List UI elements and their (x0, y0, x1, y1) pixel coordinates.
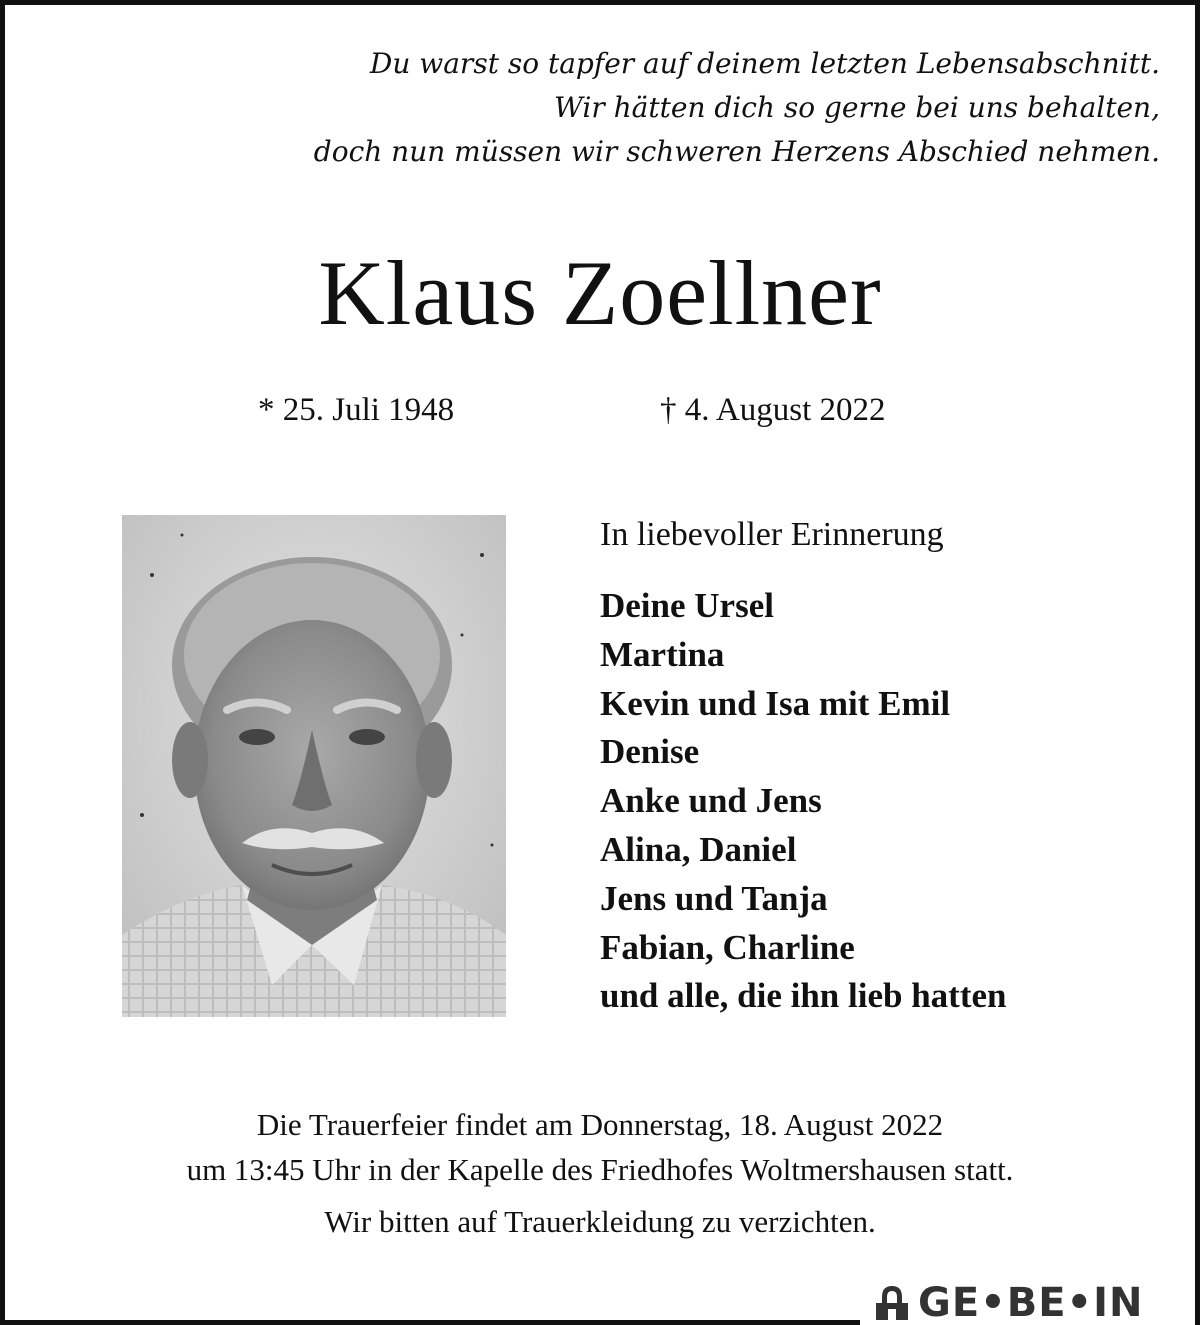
gebein-logo-icon (872, 1283, 912, 1323)
memory-heading: In liebevoller Erinnerung (600, 516, 944, 553)
mourner-name: Anke und Jens (600, 781, 822, 821)
funeral-line: um 13:45 Uhr in der Kapelle des Friedhofes Woltmershausen statt. (186, 1152, 1014, 1187)
mourner-name: Kevin und Isa mit Emil (600, 683, 951, 723)
poem (200, 42, 1160, 174)
mourner-name: Martina (600, 634, 725, 674)
poem-line: Du warst so tapfer auf deinem letzten Lebensabschnitt. (369, 47, 1160, 80)
death-date: † 4. August 2022 (660, 392, 886, 428)
mourners-list (600, 582, 1006, 1021)
mourner-name: Denise (600, 732, 700, 772)
publisher-logo (872, 1281, 1143, 1325)
mourner-name: Deine Ursel (600, 586, 774, 625)
poem-line: doch nun müssen wir schweren Herzens Abschied nehmen. (313, 135, 1160, 168)
mourner-name: Alina, Daniel (600, 829, 797, 869)
funeral-line: Die Trauerfeier findet am Donnerstag, 18. August 2022 (256, 1107, 944, 1142)
mourner-name: Fabian, Charline (600, 927, 855, 967)
dress-note: Wir bitten auf Trauerkleidung zu verzichten. (324, 1204, 876, 1239)
deceased-name: Klaus Zoellner (318, 242, 882, 344)
portrait-illustration (122, 515, 506, 1017)
funeral-info (0, 1102, 1200, 1192)
poem-line: Wir hätten dich so gerne bei uns behalten, (554, 91, 1160, 124)
mourner-name: Jens und Tanja (600, 878, 828, 918)
logo-text: GE•BE•IN (918, 1280, 1144, 1325)
frame-border-top (0, 0, 1200, 5)
frame-border-bottom (0, 1320, 860, 1325)
portrait-photo (122, 515, 506, 1017)
mourner-name: und alle, die ihn lieb hatten (600, 976, 1007, 1016)
birth-date: * 25. Juli 1948 (258, 392, 455, 428)
